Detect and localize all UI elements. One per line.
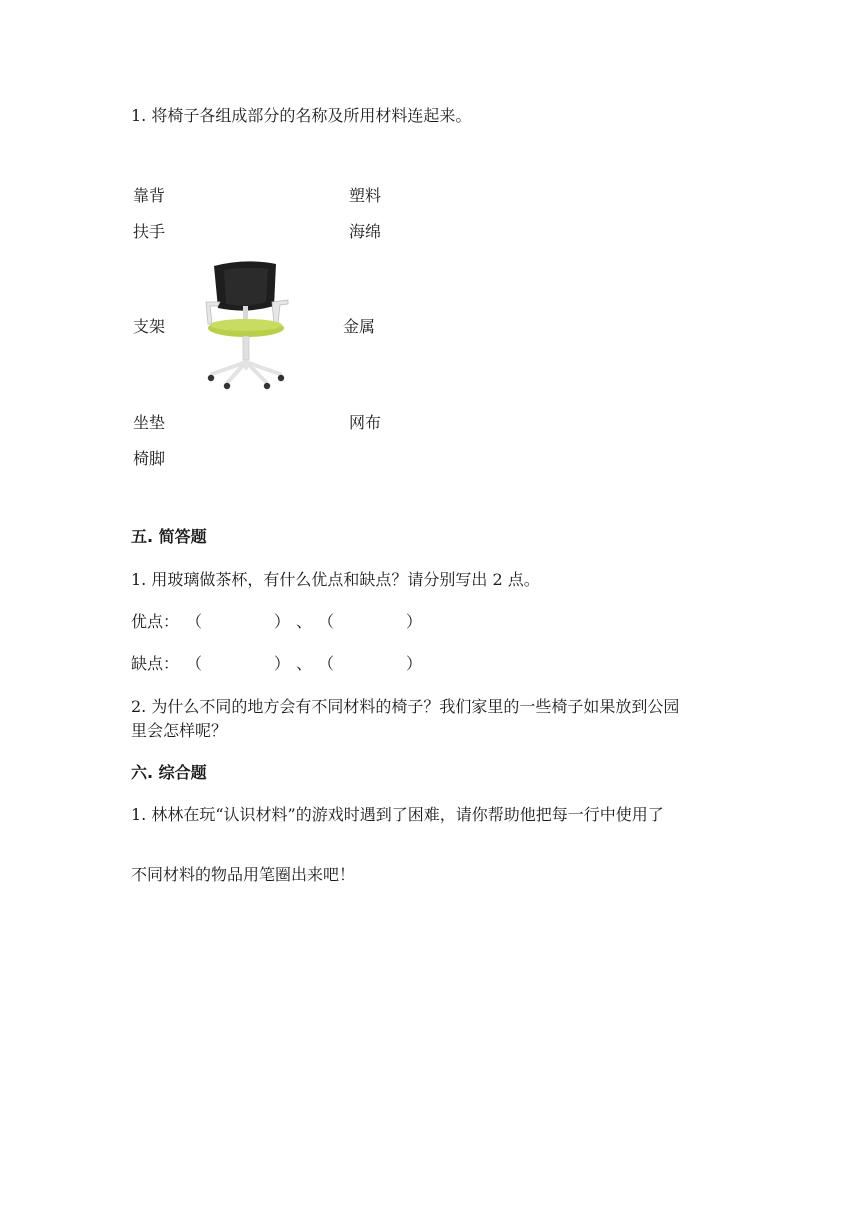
- advantages-blank-2-close: ）: [406, 612, 423, 631]
- disadvantages-blank-2-open: （: [318, 654, 335, 673]
- question-connect-prompt: 1. 将椅子各组成部分的名称及所用材料连起来。: [131, 106, 472, 125]
- section-5-question-2-line-2: 里会怎样呢？: [131, 721, 228, 740]
- advantages-blank-1-open: （: [186, 612, 203, 631]
- part-label-chair-legs: 椅脚: [133, 449, 166, 468]
- part-label-backrest: 靠背: [133, 186, 166, 205]
- disadvantages-separator: 、: [296, 654, 313, 673]
- section-6-question-1-line-1: 1. 林林在玩“认识材料”的游戏时遇到了困难，请你帮助他把每一行中使用了: [131, 805, 664, 824]
- section-6-question-1-line-2: 不同材料的物品用笔圈出来吧！: [131, 865, 356, 884]
- advantages-blank-1-close: ）: [274, 612, 291, 631]
- advantages-separator: 、: [296, 612, 313, 631]
- part-label-frame: 支架: [133, 317, 166, 336]
- disadvantages-label: 缺点：: [131, 654, 180, 673]
- material-label-metal: 金属: [343, 317, 376, 336]
- material-label-plastic: 塑料: [349, 186, 382, 205]
- disadvantages-blank-1-close: ）: [274, 654, 291, 673]
- section-6-heading: 六. 综合题: [131, 763, 207, 782]
- advantages-blank-2-open: （: [318, 612, 335, 631]
- section-5-question-1: 1. 用玻璃做茶杯，有什么优点和缺点？请分别写出 2 点。: [131, 570, 540, 589]
- section-5-heading: 五. 简答题: [131, 527, 207, 546]
- part-label-armrest: 扶手: [133, 222, 166, 241]
- disadvantages-blank-1-open: （: [186, 654, 203, 673]
- section-5-question-2-line-1: 2. 为什么不同的地方会有不同材料的椅子？我们家里的一些椅子如果放到公园: [131, 697, 680, 716]
- material-label-mesh: 网布: [349, 413, 382, 432]
- disadvantages-blank-2-close: ）: [406, 654, 423, 673]
- office-chair-image: [196, 258, 296, 392]
- part-label-seat-cushion: 坐垫: [133, 413, 166, 432]
- chair-armrest-left: [206, 302, 220, 324]
- chair-base: [212, 362, 280, 382]
- advantages-label: 优点：: [131, 612, 180, 631]
- chair-armrest-right: [272, 300, 288, 324]
- material-label-sponge: 海绵: [349, 222, 382, 241]
